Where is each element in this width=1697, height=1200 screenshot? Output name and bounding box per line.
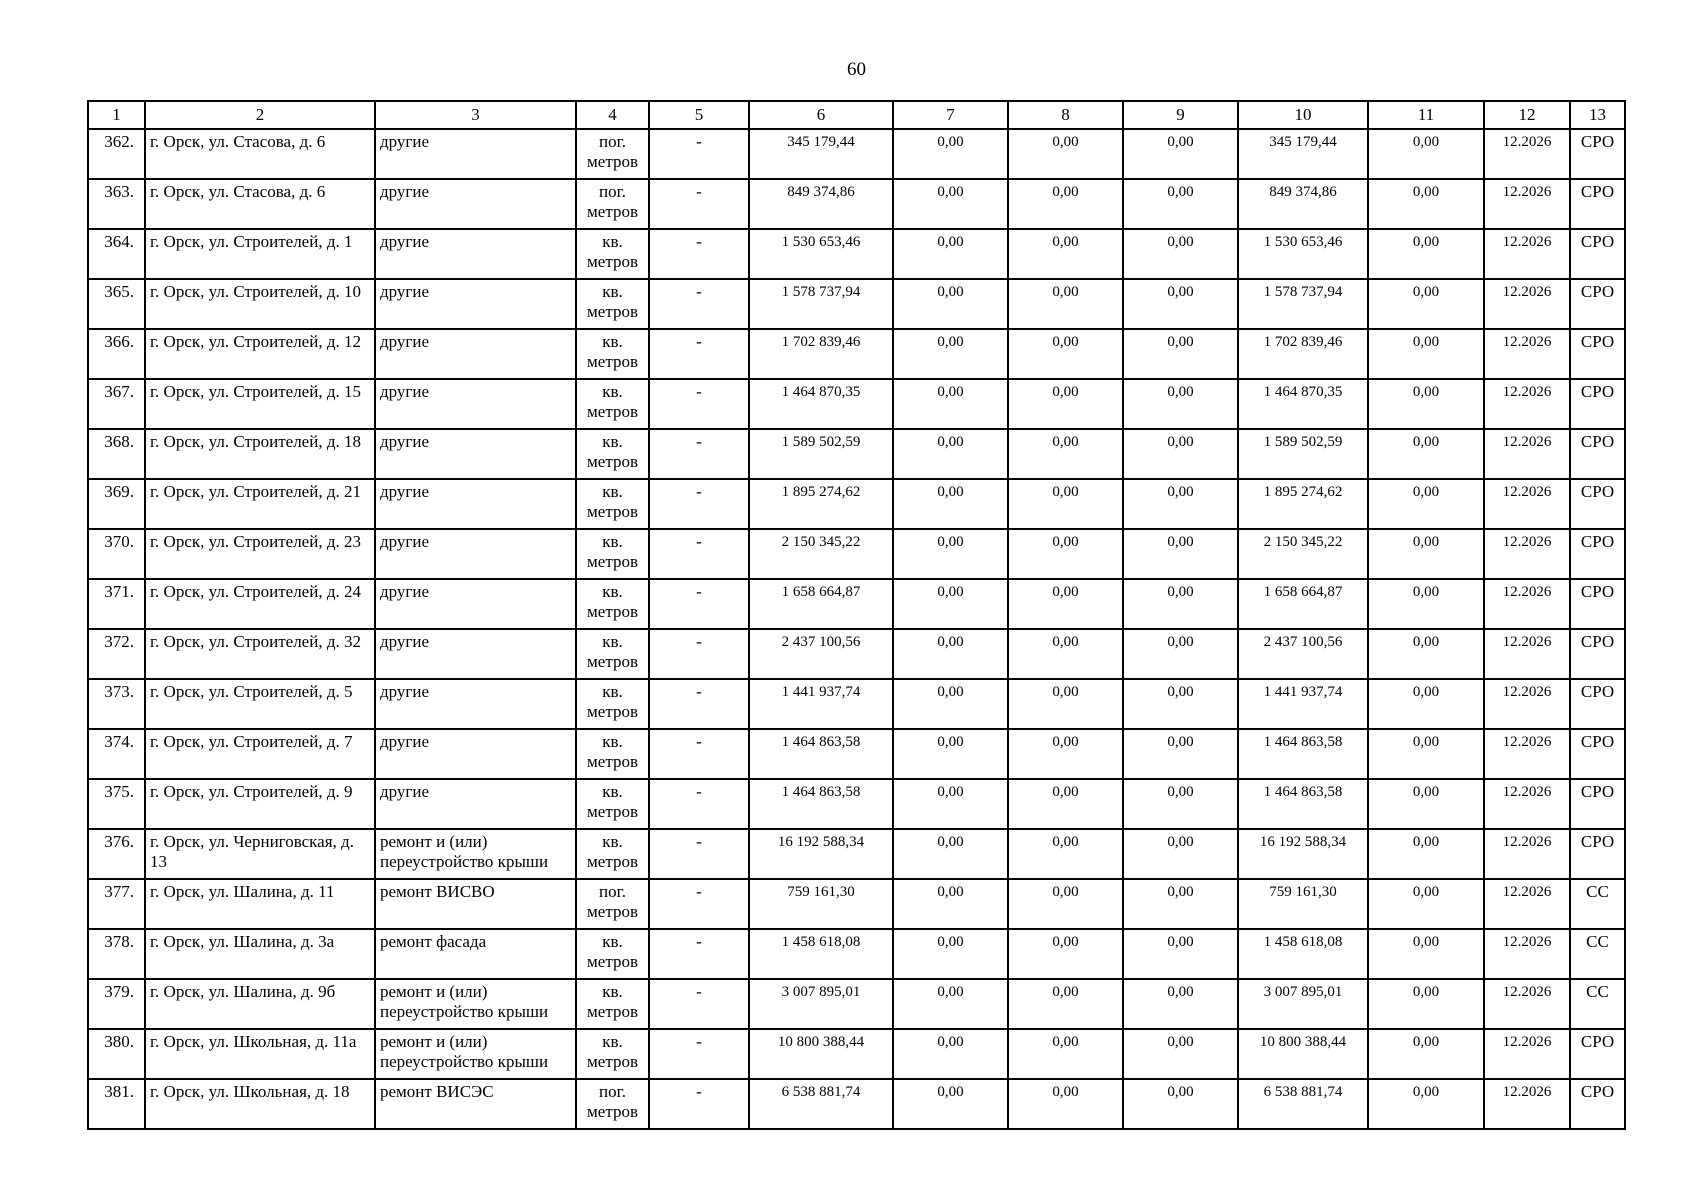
address-cell: г. Орск, ул. Строителей, д. 9 bbox=[145, 779, 375, 829]
column-5-cell: - bbox=[649, 629, 749, 679]
completion-date-cell: 12.2026 bbox=[1484, 379, 1570, 429]
column-7-cell: 0,00 bbox=[893, 1079, 1008, 1129]
column-11-cell: 0,00 bbox=[1368, 1079, 1484, 1129]
column-10-cell: 16 192 588,34 bbox=[1238, 829, 1368, 879]
work-type-cell: ремонт ВИСВО bbox=[375, 879, 576, 929]
unit-cell: кв. метров bbox=[576, 1029, 649, 1079]
column-9-cell: 0,00 bbox=[1123, 979, 1238, 1029]
table-row bbox=[88, 479, 1625, 529]
completion-date-cell: 12.2026 bbox=[1484, 629, 1570, 679]
row-number: 370. bbox=[88, 529, 145, 579]
work-type-cell: другие bbox=[375, 329, 576, 379]
completion-date-cell: 12.2026 bbox=[1484, 329, 1570, 379]
row-number: 373. bbox=[88, 679, 145, 729]
column-7-cell: 0,00 bbox=[893, 479, 1008, 529]
work-type-cell: другие bbox=[375, 229, 576, 279]
column-7-cell: 0,00 bbox=[893, 879, 1008, 929]
column-9-cell: 0,00 bbox=[1123, 579, 1238, 629]
unit-cell: кв. метров bbox=[576, 629, 649, 679]
address-cell: г. Орск, ул. Школьная, д. 18 bbox=[145, 1079, 375, 1129]
column-9-cell: 0,00 bbox=[1123, 929, 1238, 979]
unit-cell: кв. метров bbox=[576, 429, 649, 479]
row-number: 375. bbox=[88, 779, 145, 829]
column-5-cell: - bbox=[649, 479, 749, 529]
address-cell: г. Орск, ул. Строителей, д. 18 bbox=[145, 429, 375, 479]
column-10-cell: 1 464 863,58 bbox=[1238, 779, 1368, 829]
method-code-cell: СС bbox=[1570, 929, 1625, 979]
column-5-cell: - bbox=[649, 429, 749, 479]
unit-cell: пог. метров bbox=[576, 879, 649, 929]
column-9-cell: 0,00 bbox=[1123, 129, 1238, 179]
completion-date-cell: 12.2026 bbox=[1484, 679, 1570, 729]
total-cost-cell: 1 464 863,58 bbox=[749, 779, 893, 829]
row-number: 364. bbox=[88, 229, 145, 279]
unit-cell: кв. метров bbox=[576, 779, 649, 829]
unit-cell: кв. метров bbox=[576, 279, 649, 329]
column-number: 4 bbox=[576, 101, 649, 129]
column-number: 9 bbox=[1123, 101, 1238, 129]
column-8-cell: 0,00 bbox=[1008, 1029, 1123, 1079]
unit-cell: кв. метров bbox=[576, 729, 649, 779]
column-11-cell: 0,00 bbox=[1368, 229, 1484, 279]
completion-date-cell: 12.2026 bbox=[1484, 279, 1570, 329]
column-9-cell: 0,00 bbox=[1123, 429, 1238, 479]
column-10-cell: 1 458 618,08 bbox=[1238, 929, 1368, 979]
total-cost-cell: 1 658 664,87 bbox=[749, 579, 893, 629]
table-row bbox=[88, 329, 1625, 379]
column-7-cell: 0,00 bbox=[893, 329, 1008, 379]
completion-date-cell: 12.2026 bbox=[1484, 829, 1570, 879]
column-11-cell: 0,00 bbox=[1368, 579, 1484, 629]
completion-date-cell: 12.2026 bbox=[1484, 929, 1570, 979]
table-row bbox=[88, 979, 1625, 1029]
column-number: 5 bbox=[649, 101, 749, 129]
column-9-cell: 0,00 bbox=[1123, 179, 1238, 229]
completion-date-cell: 12.2026 bbox=[1484, 529, 1570, 579]
column-9-cell: 0,00 bbox=[1123, 529, 1238, 579]
unit-cell: кв. метров bbox=[576, 529, 649, 579]
column-7-cell: 0,00 bbox=[893, 929, 1008, 979]
method-code-cell: СРО bbox=[1570, 179, 1625, 229]
column-number: 2 bbox=[145, 101, 375, 129]
column-9-cell: 0,00 bbox=[1123, 729, 1238, 779]
column-5-cell: - bbox=[649, 779, 749, 829]
completion-date-cell: 12.2026 bbox=[1484, 179, 1570, 229]
total-cost-cell: 16 192 588,34 bbox=[749, 829, 893, 879]
column-number: 3 bbox=[375, 101, 576, 129]
column-7-cell: 0,00 bbox=[893, 379, 1008, 429]
column-8-cell: 0,00 bbox=[1008, 879, 1123, 929]
address-cell: г. Орск, ул. Строителей, д. 24 bbox=[145, 579, 375, 629]
column-11-cell: 0,00 bbox=[1368, 329, 1484, 379]
work-type-cell: ремонт фасада bbox=[375, 929, 576, 979]
column-number: 1 bbox=[88, 101, 145, 129]
work-type-cell: ремонт ВИСЭС bbox=[375, 1079, 576, 1129]
column-7-cell: 0,00 bbox=[893, 679, 1008, 729]
address-cell: г. Орск, ул. Строителей, д. 10 bbox=[145, 279, 375, 329]
method-code-cell: СРО bbox=[1570, 429, 1625, 479]
column-7-cell: 0,00 bbox=[893, 629, 1008, 679]
total-cost-cell: 759 161,30 bbox=[749, 879, 893, 929]
column-11-cell: 0,00 bbox=[1368, 1029, 1484, 1079]
method-code-cell: СРО bbox=[1570, 329, 1625, 379]
column-5-cell: - bbox=[649, 279, 749, 329]
column-5-cell: - bbox=[649, 379, 749, 429]
row-number: 367. bbox=[88, 379, 145, 429]
column-8-cell: 0,00 bbox=[1008, 679, 1123, 729]
total-cost-cell: 1 464 870,35 bbox=[749, 379, 893, 429]
total-cost-cell: 1 702 839,46 bbox=[749, 329, 893, 379]
column-7-cell: 0,00 bbox=[893, 229, 1008, 279]
column-9-cell: 0,00 bbox=[1123, 229, 1238, 279]
column-number: 13 bbox=[1570, 101, 1625, 129]
column-8-cell: 0,00 bbox=[1008, 179, 1123, 229]
column-5-cell: - bbox=[649, 179, 749, 229]
column-5-cell: - bbox=[649, 529, 749, 579]
column-9-cell: 0,00 bbox=[1123, 1029, 1238, 1079]
column-10-cell: 1 530 653,46 bbox=[1238, 229, 1368, 279]
method-code-cell: СРО bbox=[1570, 729, 1625, 779]
column-5-cell: - bbox=[649, 929, 749, 979]
column-10-cell: 1 441 937,74 bbox=[1238, 679, 1368, 729]
table-row bbox=[88, 829, 1625, 879]
column-9-cell: 0,00 bbox=[1123, 679, 1238, 729]
column-5-cell: - bbox=[649, 579, 749, 629]
unit-cell: кв. метров bbox=[576, 929, 649, 979]
column-5-cell: - bbox=[649, 829, 749, 879]
page-number: 60 bbox=[847, 59, 866, 80]
total-cost-cell: 10 800 388,44 bbox=[749, 1029, 893, 1079]
address-cell: г. Орск, ул. Строителей, д. 32 bbox=[145, 629, 375, 679]
column-10-cell: 1 702 839,46 bbox=[1238, 329, 1368, 379]
completion-date-cell: 12.2026 bbox=[1484, 129, 1570, 179]
row-number: 377. bbox=[88, 879, 145, 929]
total-cost-cell: 1 895 274,62 bbox=[749, 479, 893, 529]
row-number: 363. bbox=[88, 179, 145, 229]
address-cell: г. Орск, ул. Стасова, д. 6 bbox=[145, 129, 375, 179]
column-9-cell: 0,00 bbox=[1123, 779, 1238, 829]
method-code-cell: СРО bbox=[1570, 129, 1625, 179]
table-row bbox=[88, 1079, 1625, 1129]
column-10-cell: 1 464 863,58 bbox=[1238, 729, 1368, 779]
table-row bbox=[88, 379, 1625, 429]
completion-date-cell: 12.2026 bbox=[1484, 429, 1570, 479]
column-9-cell: 0,00 bbox=[1123, 1079, 1238, 1129]
column-8-cell: 0,00 bbox=[1008, 129, 1123, 179]
completion-date-cell: 12.2026 bbox=[1484, 1079, 1570, 1129]
column-10-cell: 2 150 345,22 bbox=[1238, 529, 1368, 579]
column-8-cell: 0,00 bbox=[1008, 1079, 1123, 1129]
work-type-cell: ремонт и (или) переустройство крыши bbox=[375, 1029, 576, 1079]
address-cell: г. Орск, ул. Строителей, д. 23 bbox=[145, 529, 375, 579]
work-type-cell: ремонт и (или) переустройство крыши bbox=[375, 979, 576, 1029]
column-8-cell: 0,00 bbox=[1008, 829, 1123, 879]
unit-cell: пог. метров bbox=[576, 129, 649, 179]
address-cell: г. Орск, ул. Школьная, д. 11а bbox=[145, 1029, 375, 1079]
method-code-cell: СРО bbox=[1570, 579, 1625, 629]
column-number: 7 bbox=[893, 101, 1008, 129]
column-5-cell: - bbox=[649, 129, 749, 179]
column-8-cell: 0,00 bbox=[1008, 429, 1123, 479]
column-number-row bbox=[88, 101, 1625, 129]
completion-date-cell: 12.2026 bbox=[1484, 1029, 1570, 1079]
column-9-cell: 0,00 bbox=[1123, 629, 1238, 679]
address-cell: г. Орск, ул. Шалина, д. 9б bbox=[145, 979, 375, 1029]
column-9-cell: 0,00 bbox=[1123, 329, 1238, 379]
column-9-cell: 0,00 bbox=[1123, 829, 1238, 879]
total-cost-cell: 849 374,86 bbox=[749, 179, 893, 229]
total-cost-cell: 1 578 737,94 bbox=[749, 279, 893, 329]
completion-date-cell: 12.2026 bbox=[1484, 729, 1570, 779]
column-10-cell: 1 578 737,94 bbox=[1238, 279, 1368, 329]
work-type-cell: другие bbox=[375, 729, 576, 779]
column-10-cell: 1 658 664,87 bbox=[1238, 579, 1368, 629]
total-cost-cell: 1 441 937,74 bbox=[749, 679, 893, 729]
column-7-cell: 0,00 bbox=[893, 429, 1008, 479]
work-type-cell: другие bbox=[375, 679, 576, 729]
row-number: 365. bbox=[88, 279, 145, 329]
completion-date-cell: 12.2026 bbox=[1484, 779, 1570, 829]
column-8-cell: 0,00 bbox=[1008, 529, 1123, 579]
work-type-cell: другие bbox=[375, 279, 576, 329]
unit-cell: кв. метров bbox=[576, 979, 649, 1029]
row-number: 371. bbox=[88, 579, 145, 629]
column-number: 11 bbox=[1368, 101, 1484, 129]
row-number: 368. bbox=[88, 429, 145, 479]
column-7-cell: 0,00 bbox=[893, 779, 1008, 829]
column-5-cell: - bbox=[649, 329, 749, 379]
unit-cell: кв. метров bbox=[576, 379, 649, 429]
table-row bbox=[88, 429, 1625, 479]
column-7-cell: 0,00 bbox=[893, 729, 1008, 779]
address-cell: г. Орск, ул. Шалина, д. 3а bbox=[145, 929, 375, 979]
method-code-cell: СРО bbox=[1570, 229, 1625, 279]
row-number: 380. bbox=[88, 1029, 145, 1079]
method-code-cell: СРО bbox=[1570, 279, 1625, 329]
row-number: 381. bbox=[88, 1079, 145, 1129]
address-cell: г. Орск, ул. Стасова, д. 6 bbox=[145, 179, 375, 229]
column-7-cell: 0,00 bbox=[893, 129, 1008, 179]
column-7-cell: 0,00 bbox=[893, 179, 1008, 229]
column-11-cell: 0,00 bbox=[1368, 129, 1484, 179]
column-11-cell: 0,00 bbox=[1368, 829, 1484, 879]
total-cost-cell: 6 538 881,74 bbox=[749, 1079, 893, 1129]
repair-register-table bbox=[87, 100, 1626, 1130]
column-7-cell: 0,00 bbox=[893, 279, 1008, 329]
column-11-cell: 0,00 bbox=[1368, 729, 1484, 779]
total-cost-cell: 2 150 345,22 bbox=[749, 529, 893, 579]
method-code-cell: СРО bbox=[1570, 479, 1625, 529]
method-code-cell: СС bbox=[1570, 879, 1625, 929]
address-cell: г. Орск, ул. Шалина, д. 11 bbox=[145, 879, 375, 929]
total-cost-cell: 1 464 863,58 bbox=[749, 729, 893, 779]
column-7-cell: 0,00 bbox=[893, 579, 1008, 629]
row-number: 369. bbox=[88, 479, 145, 529]
column-8-cell: 0,00 bbox=[1008, 779, 1123, 829]
column-5-cell: - bbox=[649, 729, 749, 779]
table-row bbox=[88, 529, 1625, 579]
column-11-cell: 0,00 bbox=[1368, 379, 1484, 429]
table-row bbox=[88, 179, 1625, 229]
column-number: 6 bbox=[749, 101, 893, 129]
row-number: 376. bbox=[88, 829, 145, 879]
column-10-cell: 6 538 881,74 bbox=[1238, 1079, 1368, 1129]
column-10-cell: 759 161,30 bbox=[1238, 879, 1368, 929]
table-row bbox=[88, 679, 1625, 729]
work-type-cell: другие bbox=[375, 629, 576, 679]
unit-cell: кв. метров bbox=[576, 679, 649, 729]
column-9-cell: 0,00 bbox=[1123, 379, 1238, 429]
unit-cell: кв. метров bbox=[576, 479, 649, 529]
unit-cell: кв. метров bbox=[576, 579, 649, 629]
total-cost-cell: 3 007 895,01 bbox=[749, 979, 893, 1029]
work-type-cell: другие bbox=[375, 379, 576, 429]
column-8-cell: 0,00 bbox=[1008, 579, 1123, 629]
completion-date-cell: 12.2026 bbox=[1484, 479, 1570, 529]
table-body bbox=[88, 101, 1625, 1129]
column-5-cell: - bbox=[649, 1079, 749, 1129]
address-cell: г. Орск, ул. Строителей, д. 1 bbox=[145, 229, 375, 279]
completion-date-cell: 12.2026 bbox=[1484, 229, 1570, 279]
column-9-cell: 0,00 bbox=[1123, 479, 1238, 529]
completion-date-cell: 12.2026 bbox=[1484, 879, 1570, 929]
column-10-cell: 3 007 895,01 bbox=[1238, 979, 1368, 1029]
table-row bbox=[88, 729, 1625, 779]
unit-cell: кв. метров bbox=[576, 229, 649, 279]
column-11-cell: 0,00 bbox=[1368, 929, 1484, 979]
column-number: 12 bbox=[1484, 101, 1570, 129]
method-code-cell: СРО bbox=[1570, 629, 1625, 679]
work-type-cell: другие bbox=[375, 529, 576, 579]
column-8-cell: 0,00 bbox=[1008, 379, 1123, 429]
column-8-cell: 0,00 bbox=[1008, 729, 1123, 779]
table-row bbox=[88, 879, 1625, 929]
column-9-cell: 0,00 bbox=[1123, 279, 1238, 329]
table-row bbox=[88, 279, 1625, 329]
work-type-cell: другие bbox=[375, 179, 576, 229]
address-cell: г. Орск, ул. Строителей, д. 5 bbox=[145, 679, 375, 729]
total-cost-cell: 345 179,44 bbox=[749, 129, 893, 179]
column-11-cell: 0,00 bbox=[1368, 279, 1484, 329]
address-cell: г. Орск, ул. Черниговская, д. 13 bbox=[145, 829, 375, 879]
row-number: 366. bbox=[88, 329, 145, 379]
work-type-cell: другие bbox=[375, 479, 576, 529]
table-row bbox=[88, 1029, 1625, 1079]
row-number: 379. bbox=[88, 979, 145, 1029]
method-code-cell: СРО bbox=[1570, 679, 1625, 729]
method-code-cell: СРО bbox=[1570, 1029, 1625, 1079]
column-7-cell: 0,00 bbox=[893, 529, 1008, 579]
table-row bbox=[88, 579, 1625, 629]
table-row bbox=[88, 229, 1625, 279]
column-11-cell: 0,00 bbox=[1368, 529, 1484, 579]
table-row bbox=[88, 779, 1625, 829]
column-11-cell: 0,00 bbox=[1368, 429, 1484, 479]
column-8-cell: 0,00 bbox=[1008, 629, 1123, 679]
column-11-cell: 0,00 bbox=[1368, 979, 1484, 1029]
column-10-cell: 10 800 388,44 bbox=[1238, 1029, 1368, 1079]
column-10-cell: 1 895 274,62 bbox=[1238, 479, 1368, 529]
table-row bbox=[88, 129, 1625, 179]
table-row bbox=[88, 629, 1625, 679]
address-cell: г. Орск, ул. Строителей, д. 15 bbox=[145, 379, 375, 429]
column-8-cell: 0,00 bbox=[1008, 279, 1123, 329]
row-number: 374. bbox=[88, 729, 145, 779]
method-code-cell: СРО bbox=[1570, 779, 1625, 829]
column-5-cell: - bbox=[649, 879, 749, 929]
row-number: 362. bbox=[88, 129, 145, 179]
column-7-cell: 0,00 bbox=[893, 1029, 1008, 1079]
total-cost-cell: 2 437 100,56 bbox=[749, 629, 893, 679]
column-8-cell: 0,00 bbox=[1008, 979, 1123, 1029]
row-number: 372. bbox=[88, 629, 145, 679]
work-type-cell: другие bbox=[375, 579, 576, 629]
completion-date-cell: 12.2026 bbox=[1484, 979, 1570, 1029]
column-number: 8 bbox=[1008, 101, 1123, 129]
unit-cell: пог. метров bbox=[576, 1079, 649, 1129]
total-cost-cell: 1 458 618,08 bbox=[749, 929, 893, 979]
column-11-cell: 0,00 bbox=[1368, 479, 1484, 529]
completion-date-cell: 12.2026 bbox=[1484, 579, 1570, 629]
column-5-cell: - bbox=[649, 979, 749, 1029]
column-8-cell: 0,00 bbox=[1008, 229, 1123, 279]
unit-cell: кв. метров bbox=[576, 829, 649, 879]
column-5-cell: - bbox=[649, 1029, 749, 1079]
column-8-cell: 0,00 bbox=[1008, 929, 1123, 979]
column-8-cell: 0,00 bbox=[1008, 329, 1123, 379]
column-10-cell: 849 374,86 bbox=[1238, 179, 1368, 229]
column-7-cell: 0,00 bbox=[893, 829, 1008, 879]
column-11-cell: 0,00 bbox=[1368, 879, 1484, 929]
address-cell: г. Орск, ул. Строителей, д. 21 bbox=[145, 479, 375, 529]
column-11-cell: 0,00 bbox=[1368, 629, 1484, 679]
unit-cell: кв. метров bbox=[576, 329, 649, 379]
total-cost-cell: 1 530 653,46 bbox=[749, 229, 893, 279]
method-code-cell: СРО bbox=[1570, 529, 1625, 579]
column-7-cell: 0,00 bbox=[893, 979, 1008, 1029]
address-cell: г. Орск, ул. Строителей, д. 12 bbox=[145, 329, 375, 379]
work-type-cell: ремонт и (или) переустройство крыши bbox=[375, 829, 576, 879]
column-11-cell: 0,00 bbox=[1368, 679, 1484, 729]
column-number: 10 bbox=[1238, 101, 1368, 129]
method-code-cell: СРО bbox=[1570, 1079, 1625, 1129]
method-code-cell: СС bbox=[1570, 979, 1625, 1029]
method-code-cell: СРО bbox=[1570, 829, 1625, 879]
row-number: 378. bbox=[88, 929, 145, 979]
unit-cell: пог. метров bbox=[576, 179, 649, 229]
table-row bbox=[88, 929, 1625, 979]
column-8-cell: 0,00 bbox=[1008, 479, 1123, 529]
work-type-cell: другие bbox=[375, 429, 576, 479]
column-11-cell: 0,00 bbox=[1368, 179, 1484, 229]
column-11-cell: 0,00 bbox=[1368, 779, 1484, 829]
column-10-cell: 2 437 100,56 bbox=[1238, 629, 1368, 679]
column-10-cell: 345 179,44 bbox=[1238, 129, 1368, 179]
column-10-cell: 1 464 870,35 bbox=[1238, 379, 1368, 429]
column-5-cell: - bbox=[649, 679, 749, 729]
address-cell: г. Орск, ул. Строителей, д. 7 bbox=[145, 729, 375, 779]
work-type-cell: другие bbox=[375, 779, 576, 829]
work-type-cell: другие bbox=[375, 129, 576, 179]
column-9-cell: 0,00 bbox=[1123, 879, 1238, 929]
column-5-cell: - bbox=[649, 229, 749, 279]
total-cost-cell: 1 589 502,59 bbox=[749, 429, 893, 479]
method-code-cell: СРО bbox=[1570, 379, 1625, 429]
column-10-cell: 1 589 502,59 bbox=[1238, 429, 1368, 479]
